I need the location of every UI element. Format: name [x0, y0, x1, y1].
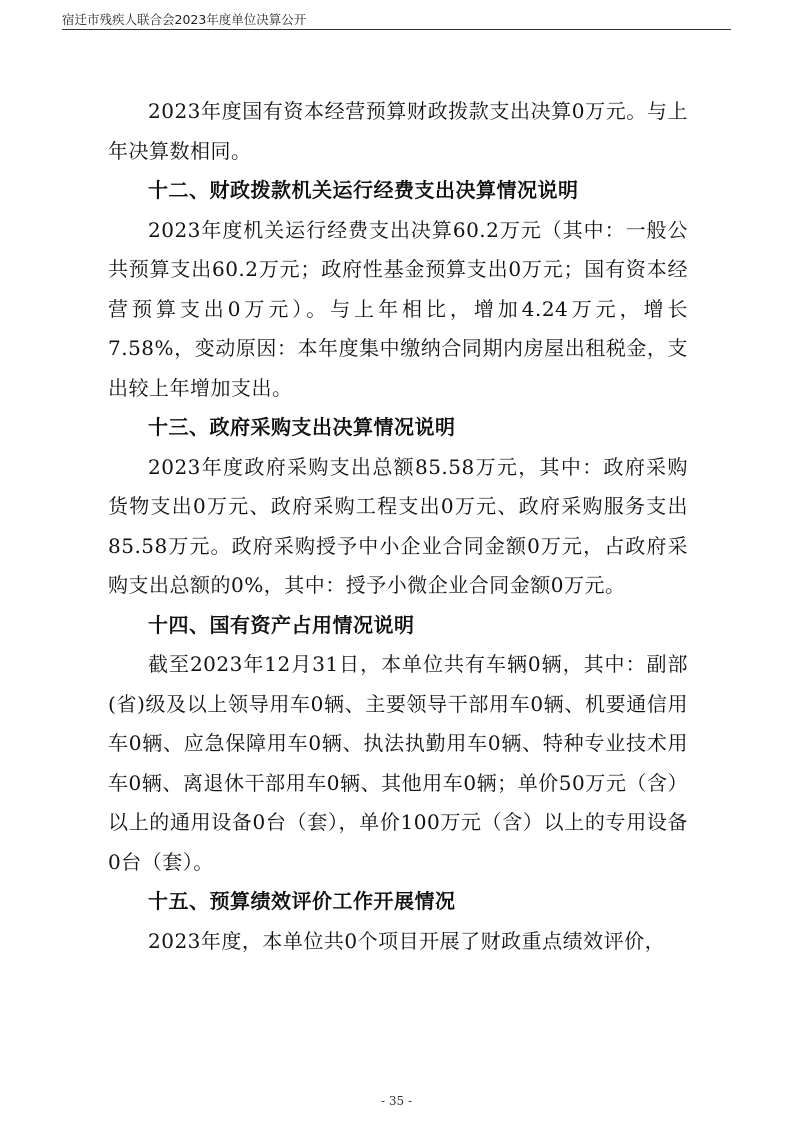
section-heading-14: 十四、国有资产占用情况说明: [148, 612, 415, 637]
paragraph-state-assets: 截至2023年12月31日，本单位共有车辆0辆，其中：副部(省)级及以上领导用车0辆、主要领导干部用车0辆、机要通信用车0辆、应急保障用车0辆、执法执勤用车0辆、特种专业技术用车0辆、离退休干部用车0辆、其他用车0辆；单价50万元（含）以上的通用设备0台（套），单价100万元（含）以上的专用设备0台（套）。: [108, 652, 688, 874]
document-body: [108, 92, 688, 961]
page-number: - 35 -: [380, 1094, 412, 1108]
header-divider: [62, 29, 731, 30]
section-heading-12: 十二、财政拨款机关运行经费支出决算情况说明: [148, 178, 579, 202]
page-header: 宿迁市残疾人联合会2023年度单位决算公开: [62, 12, 307, 27]
paragraph-state-capital: 2023年度国有资本经营预算财政拨款支出决算0万元。与上年决算数相同。: [108, 99, 688, 163]
paragraph-performance-evaluation: 2023年度，本单位共0个项目开展了财政重点绩效评价，: [148, 928, 666, 953]
paragraph-procurement: 2023年度政府采购支出总额85.58万元，其中：政府采购货物支出0万元、政府采购工程支出0万元、政府采购服务支出85.58万元。政府采购授予中小企业合同金额0万元，占政府采购支出总额的0%，其中：授予小微企业合同金额0万元。: [108, 454, 688, 597]
section-heading-15: 十五、预算绩效评价工作开展情况: [148, 889, 456, 913]
paragraph-operating-expenses: 2023年度机关运行经费支出决算60.2万元（其中：一般公共预算支出60.2万元；政府性基金预算支出0万元；国有资本经营预算支出0万元）。与上年相比，增加4.24万元，增长7.58%，变动原因：本年度集中缴纳合同期内房屋出租税金，支出较上年增加支出。: [108, 217, 688, 400]
section-heading-13: 十三、政府采购支出决算情况说明: [148, 415, 456, 439]
